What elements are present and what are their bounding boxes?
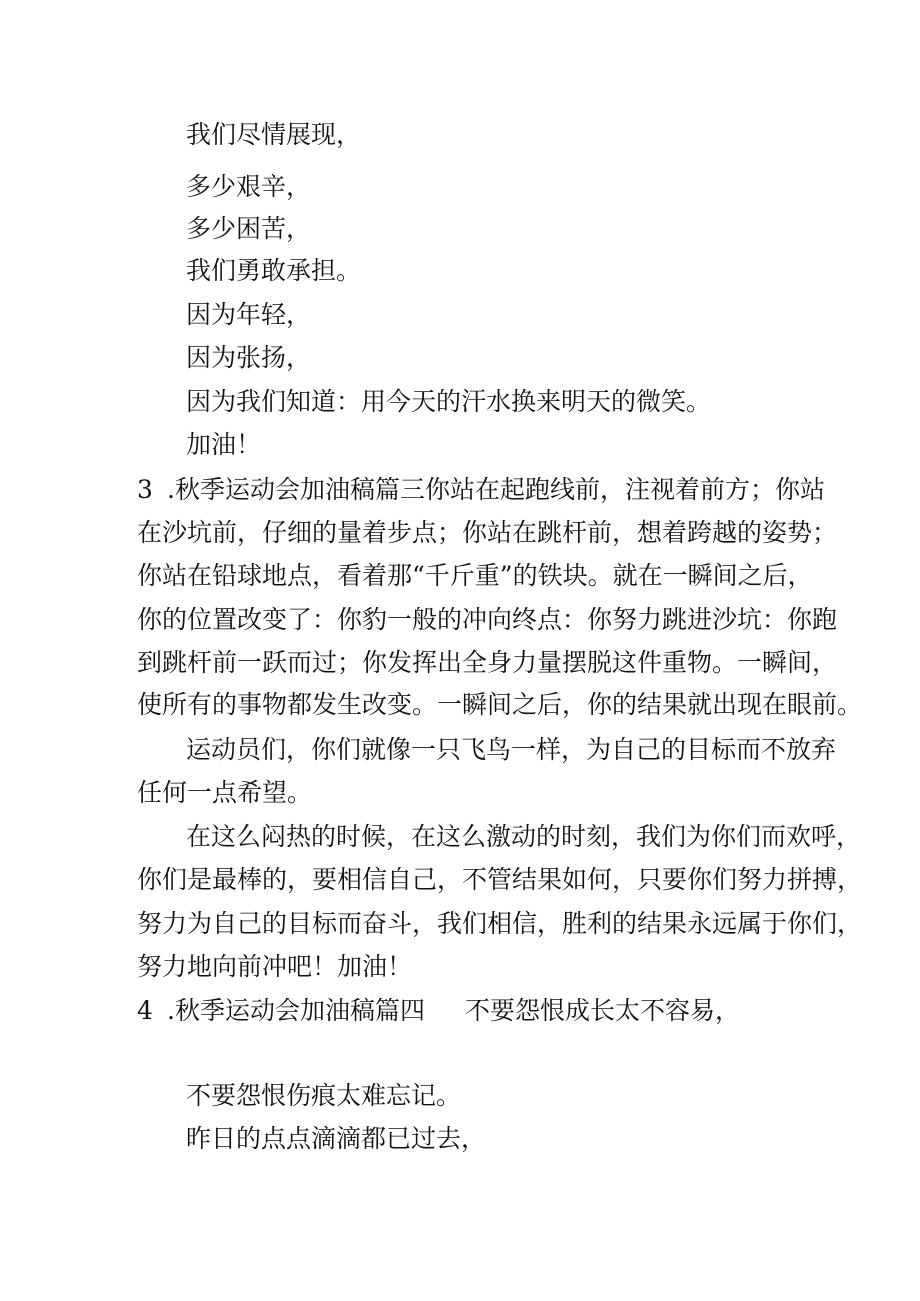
section-number: 4 <box>137 996 153 1025</box>
poem-line: 多少困苦， <box>186 214 312 243</box>
section-3-heading-line <box>137 475 825 505</box>
section-number: 3 <box>137 475 153 504</box>
body-line: 你们是最棒的，要相信自己，不管结果如何，只要你们努力拼搏， <box>137 865 863 894</box>
poem-line: 我们尽情展现， <box>186 120 362 149</box>
poem-line: 因为张扬， <box>186 343 312 372</box>
poem-line: 因为年轻， <box>186 300 312 329</box>
body-line: 在沙坑前，仔细的量着步点；你站在跳杆前，想着跨越的姿势； <box>137 518 838 547</box>
poem-line: 多少艰辛， <box>186 172 312 201</box>
poem-line: 因为我们知道：用今天的汗水换来明天的微笑。 <box>186 387 712 416</box>
section-heading-text: .秋季运动会加油稿篇四 <box>167 996 425 1025</box>
poem-line: 不要怨恨伤痕太难忘记。 <box>186 1081 462 1110</box>
body-line: 你站在铅球地点，看着那“千斤重”的铁块。就在一瞬间之后， <box>137 561 813 590</box>
body-line: 努力地向前冲吧！加油！ <box>137 952 413 981</box>
body-line: 在这么闷热的时候，在这么激动的时刻，我们为你们而欢呼， <box>186 822 862 851</box>
section-4-heading-line <box>137 996 425 1026</box>
body-line: 到跳杆前一跃而过；你发挥出全身力量摆脱这件重物。一瞬间， <box>137 648 838 677</box>
body-line: 运动员们，你们就像一只飞鸟一样，为自己的目标而不放弃 <box>186 735 837 764</box>
section-heading-text: .秋季运动会加油稿篇三你站在起跑线前，注视着前方；你站 <box>167 475 825 504</box>
body-line: 使所有的事物都发生改变。一瞬间之后，你的结果就出现在眼前。 <box>137 690 863 719</box>
poem-line: 加油！ <box>186 430 262 459</box>
body-line: 你的位置改变了：你豹一般的冲向终点：你努力跳进沙坑：你跑 <box>137 605 838 634</box>
poem-line: 不要怨恨成长太不容易， <box>465 996 741 1025</box>
body-line: 任何一点希望。 <box>137 778 313 807</box>
poem-line: 我们勇敢承担。 <box>186 256 362 285</box>
body-line: 努力为自己的目标而奋斗，我们相信，胜利的结果永远属于你们， <box>137 909 863 938</box>
poem-line: 昨日的点点滴滴都已过去， <box>186 1124 487 1153</box>
